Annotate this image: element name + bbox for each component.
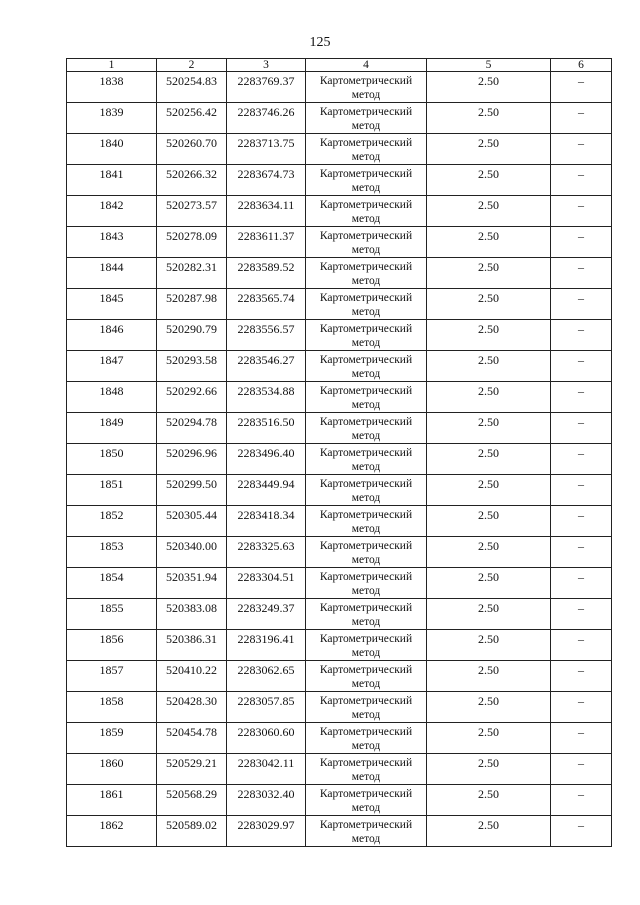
- coord-x-cell: 520294.78: [157, 413, 227, 444]
- coord-x-cell: 520589.02: [157, 816, 227, 847]
- accuracy-cell: 2.50: [427, 506, 551, 537]
- method-line-1: Картометрический: [319, 602, 413, 614]
- method-line-2: метод: [351, 585, 381, 597]
- method-line-2: метод: [351, 120, 381, 132]
- method-line-2: метод: [351, 554, 381, 566]
- table-row: [67, 568, 612, 599]
- coord-y-cell: 2283496.40: [227, 444, 306, 475]
- table-row: [67, 754, 612, 785]
- coord-x-cell: 520428.30: [157, 692, 227, 723]
- note-cell: –: [551, 289, 612, 320]
- method-cell: [306, 506, 427, 537]
- method-line-2: метод: [351, 182, 381, 194]
- method-cell: [306, 692, 427, 723]
- page-number: 125: [309, 35, 331, 50]
- method-cell: [306, 289, 427, 320]
- note-cell: –: [551, 785, 612, 816]
- coord-y-cell: 2283565.74: [227, 289, 306, 320]
- point-number-cell: 1847: [67, 351, 157, 382]
- point-number-cell: 1839: [67, 103, 157, 134]
- table-row: [67, 692, 612, 723]
- method-cell: [306, 103, 427, 134]
- method-cell: [306, 72, 427, 103]
- method-line-1: Картометрический: [319, 385, 413, 397]
- coord-x-cell: 520290.79: [157, 320, 227, 351]
- method-line-1: Картометрический: [319, 416, 413, 428]
- point-number-cell: 1838: [67, 72, 157, 103]
- method-line-1: Картометрический: [319, 726, 413, 738]
- table-row: [67, 816, 612, 847]
- table-row: [67, 134, 612, 165]
- coord-y-cell: 2283769.37: [227, 72, 306, 103]
- coord-y-cell: 2283029.97: [227, 816, 306, 847]
- coord-y-cell: 2283713.75: [227, 134, 306, 165]
- accuracy-cell: 2.50: [427, 630, 551, 661]
- point-number-cell: 1850: [67, 444, 157, 475]
- point-number-cell: 1843: [67, 227, 157, 258]
- method-cell: [306, 413, 427, 444]
- method-line-1: Картометрический: [319, 695, 413, 707]
- table-row: [67, 227, 612, 258]
- coord-x-cell: 520260.70: [157, 134, 227, 165]
- method-line-2: метод: [351, 771, 381, 783]
- method-line-2: метод: [351, 461, 381, 473]
- point-number-cell: 1860: [67, 754, 157, 785]
- note-cell: –: [551, 816, 612, 847]
- note-cell: –: [551, 258, 612, 289]
- method-line-2: метод: [351, 244, 381, 256]
- header-col-1: 1: [67, 59, 157, 72]
- method-cell: [306, 227, 427, 258]
- header-row: [67, 59, 612, 72]
- point-number-cell: 1846: [67, 320, 157, 351]
- table-row: [67, 537, 612, 568]
- point-number-cell: 1851: [67, 475, 157, 506]
- accuracy-cell: 2.50: [427, 537, 551, 568]
- note-cell: –: [551, 351, 612, 382]
- method-line-1: Картометрический: [319, 571, 413, 583]
- accuracy-cell: 2.50: [427, 103, 551, 134]
- accuracy-cell: 2.50: [427, 444, 551, 475]
- note-cell: –: [551, 444, 612, 475]
- method-line-1: Картометрический: [319, 230, 413, 242]
- table-row: [67, 630, 612, 661]
- note-cell: –: [551, 382, 612, 413]
- method-line-1: Картометрический: [319, 323, 413, 335]
- method-cell: [306, 444, 427, 475]
- coord-y-cell: 2283611.37: [227, 227, 306, 258]
- accuracy-cell: 2.50: [427, 165, 551, 196]
- point-number-cell: 1841: [67, 165, 157, 196]
- method-line-2: метод: [351, 523, 381, 535]
- point-number-cell: 1856: [67, 630, 157, 661]
- coord-y-cell: 2283062.65: [227, 661, 306, 692]
- header-col-3: 3: [227, 59, 306, 72]
- coord-x-cell: 520266.32: [157, 165, 227, 196]
- table-row: [67, 661, 612, 692]
- method-cell: [306, 475, 427, 506]
- method-line-1: Картометрический: [319, 447, 413, 459]
- note-cell: –: [551, 630, 612, 661]
- method-line-1: Картометрический: [319, 292, 413, 304]
- table-row: [67, 413, 612, 444]
- coord-y-cell: 2283249.37: [227, 599, 306, 630]
- note-cell: –: [551, 165, 612, 196]
- method-line-1: Картометрический: [319, 757, 413, 769]
- coord-y-cell: 2283304.51: [227, 568, 306, 599]
- point-number-cell: 1854: [67, 568, 157, 599]
- accuracy-cell: 2.50: [427, 320, 551, 351]
- coord-y-cell: 2283516.50: [227, 413, 306, 444]
- method-line-2: метод: [351, 616, 381, 628]
- coord-x-cell: 520529.21: [157, 754, 227, 785]
- method-line-2: метод: [351, 89, 381, 101]
- method-line-2: метод: [351, 833, 381, 845]
- method-line-2: метод: [351, 151, 381, 163]
- coord-y-cell: 2283418.34: [227, 506, 306, 537]
- method-line-2: метод: [351, 430, 381, 442]
- method-line-1: Картометрический: [319, 354, 413, 366]
- table-body: [67, 72, 612, 847]
- table-row: [67, 72, 612, 103]
- method-line-2: метод: [351, 275, 381, 287]
- note-cell: –: [551, 723, 612, 754]
- coord-y-cell: 2283057.85: [227, 692, 306, 723]
- table-row: [67, 351, 612, 382]
- accuracy-cell: 2.50: [427, 785, 551, 816]
- coord-y-cell: 2283060.60: [227, 723, 306, 754]
- accuracy-cell: 2.50: [427, 227, 551, 258]
- accuracy-cell: 2.50: [427, 196, 551, 227]
- point-number-cell: 1848: [67, 382, 157, 413]
- method-line-2: метод: [351, 740, 381, 752]
- note-cell: –: [551, 568, 612, 599]
- note-cell: –: [551, 320, 612, 351]
- method-cell: [306, 320, 427, 351]
- method-line-1: Картометрический: [319, 261, 413, 273]
- coord-x-cell: 520383.08: [157, 599, 227, 630]
- coord-x-cell: 520287.98: [157, 289, 227, 320]
- note-cell: –: [551, 196, 612, 227]
- note-cell: –: [551, 692, 612, 723]
- method-cell: [306, 382, 427, 413]
- table-header: [67, 59, 612, 72]
- accuracy-cell: 2.50: [427, 258, 551, 289]
- accuracy-cell: 2.50: [427, 754, 551, 785]
- method-cell: [306, 599, 427, 630]
- method-line-1: Картометрический: [319, 788, 413, 800]
- method-line-2: метод: [351, 709, 381, 721]
- header-col-5: 5: [427, 59, 551, 72]
- point-number-cell: 1853: [67, 537, 157, 568]
- coord-x-cell: 520256.42: [157, 103, 227, 134]
- header-col-6: 6: [551, 59, 612, 72]
- table-row: [67, 723, 612, 754]
- method-cell: [306, 661, 427, 692]
- accuracy-cell: 2.50: [427, 413, 551, 444]
- method-cell: [306, 165, 427, 196]
- coord-y-cell: 2283556.57: [227, 320, 306, 351]
- coordinates-table: [66, 58, 612, 847]
- table-row: [67, 165, 612, 196]
- method-cell: [306, 537, 427, 568]
- coord-x-cell: 520351.94: [157, 568, 227, 599]
- coord-y-cell: 2283325.63: [227, 537, 306, 568]
- coord-x-cell: 520410.22: [157, 661, 227, 692]
- accuracy-cell: 2.50: [427, 723, 551, 754]
- method-line-2: метод: [351, 802, 381, 814]
- method-line-1: Картометрический: [319, 478, 413, 490]
- point-number-cell: 1857: [67, 661, 157, 692]
- note-cell: –: [551, 475, 612, 506]
- coord-x-cell: 520254.83: [157, 72, 227, 103]
- method-line-1: Картометрический: [319, 664, 413, 676]
- table-row: [67, 103, 612, 134]
- coord-x-cell: 520278.09: [157, 227, 227, 258]
- point-number-cell: 1858: [67, 692, 157, 723]
- note-cell: –: [551, 599, 612, 630]
- method-line-1: Картометрический: [319, 199, 413, 211]
- accuracy-cell: 2.50: [427, 692, 551, 723]
- note-cell: –: [551, 72, 612, 103]
- coord-x-cell: 520568.29: [157, 785, 227, 816]
- method-line-1: Картометрический: [319, 819, 413, 831]
- method-line-1: Картометрический: [319, 75, 413, 87]
- point-number-cell: 1845: [67, 289, 157, 320]
- coord-y-cell: 2283589.52: [227, 258, 306, 289]
- coord-x-cell: 520305.44: [157, 506, 227, 537]
- coord-x-cell: 520299.50: [157, 475, 227, 506]
- coord-x-cell: 520340.00: [157, 537, 227, 568]
- coord-y-cell: 2283042.11: [227, 754, 306, 785]
- coord-x-cell: 520292.66: [157, 382, 227, 413]
- point-number-cell: 1844: [67, 258, 157, 289]
- point-number-cell: 1849: [67, 413, 157, 444]
- note-cell: –: [551, 103, 612, 134]
- method-line-2: метод: [351, 678, 381, 690]
- table-row: [67, 444, 612, 475]
- method-line-1: Картометрический: [319, 168, 413, 180]
- point-number-cell: 1859: [67, 723, 157, 754]
- method-line-2: метод: [351, 337, 381, 349]
- accuracy-cell: 2.50: [427, 816, 551, 847]
- table-row: [67, 289, 612, 320]
- method-line-2: метод: [351, 306, 381, 318]
- accuracy-cell: 2.50: [427, 661, 551, 692]
- accuracy-cell: 2.50: [427, 351, 551, 382]
- method-cell: [306, 723, 427, 754]
- note-cell: –: [551, 754, 612, 785]
- note-cell: –: [551, 227, 612, 258]
- method-cell: [306, 568, 427, 599]
- point-number-cell: 1861: [67, 785, 157, 816]
- method-line-1: Картометрический: [319, 137, 413, 149]
- method-line-1: Картометрический: [319, 106, 413, 118]
- table-row: [67, 506, 612, 537]
- note-cell: –: [551, 506, 612, 537]
- table-row: [67, 382, 612, 413]
- table-row: [67, 258, 612, 289]
- method-cell: [306, 196, 427, 227]
- coord-y-cell: 2283546.27: [227, 351, 306, 382]
- coord-x-cell: 520282.31: [157, 258, 227, 289]
- note-cell: –: [551, 413, 612, 444]
- accuracy-cell: 2.50: [427, 568, 551, 599]
- method-cell: [306, 258, 427, 289]
- method-line-2: метод: [351, 399, 381, 411]
- coord-y-cell: 2283534.88: [227, 382, 306, 413]
- coord-x-cell: 520386.31: [157, 630, 227, 661]
- accuracy-cell: 2.50: [427, 72, 551, 103]
- table-row: [67, 196, 612, 227]
- header-col-4: 4: [306, 59, 427, 72]
- coord-x-cell: 520273.57: [157, 196, 227, 227]
- point-number-cell: 1852: [67, 506, 157, 537]
- method-line-2: метод: [351, 368, 381, 380]
- table-row: [67, 599, 612, 630]
- coord-x-cell: 520454.78: [157, 723, 227, 754]
- method-line-2: метод: [351, 647, 381, 659]
- point-number-cell: 1855: [67, 599, 157, 630]
- coord-y-cell: 2283674.73: [227, 165, 306, 196]
- method-line-1: Картометрический: [319, 509, 413, 521]
- method-cell: [306, 630, 427, 661]
- method-line-1: Картометрический: [319, 633, 413, 645]
- accuracy-cell: 2.50: [427, 134, 551, 165]
- method-cell: [306, 351, 427, 382]
- table-row: [67, 785, 612, 816]
- coord-y-cell: 2283746.26: [227, 103, 306, 134]
- coord-x-cell: 520293.58: [157, 351, 227, 382]
- table-row: [67, 320, 612, 351]
- method-line-1: Картометрический: [319, 540, 413, 552]
- note-cell: –: [551, 537, 612, 568]
- accuracy-cell: 2.50: [427, 599, 551, 630]
- method-line-2: метод: [351, 492, 381, 504]
- method-cell: [306, 785, 427, 816]
- coord-x-cell: 520296.96: [157, 444, 227, 475]
- method-cell: [306, 816, 427, 847]
- accuracy-cell: 2.50: [427, 289, 551, 320]
- method-cell: [306, 754, 427, 785]
- table-row: [67, 475, 612, 506]
- method-line-2: метод: [351, 213, 381, 225]
- note-cell: –: [551, 134, 612, 165]
- coord-y-cell: 2283032.40: [227, 785, 306, 816]
- coord-y-cell: 2283449.94: [227, 475, 306, 506]
- header-col-2: 2: [157, 59, 227, 72]
- point-number-cell: 1862: [67, 816, 157, 847]
- method-cell: [306, 134, 427, 165]
- accuracy-cell: 2.50: [427, 475, 551, 506]
- point-number-cell: 1842: [67, 196, 157, 227]
- coord-y-cell: 2283634.11: [227, 196, 306, 227]
- coord-y-cell: 2283196.41: [227, 630, 306, 661]
- point-number-cell: 1840: [67, 134, 157, 165]
- accuracy-cell: 2.50: [427, 382, 551, 413]
- note-cell: –: [551, 661, 612, 692]
